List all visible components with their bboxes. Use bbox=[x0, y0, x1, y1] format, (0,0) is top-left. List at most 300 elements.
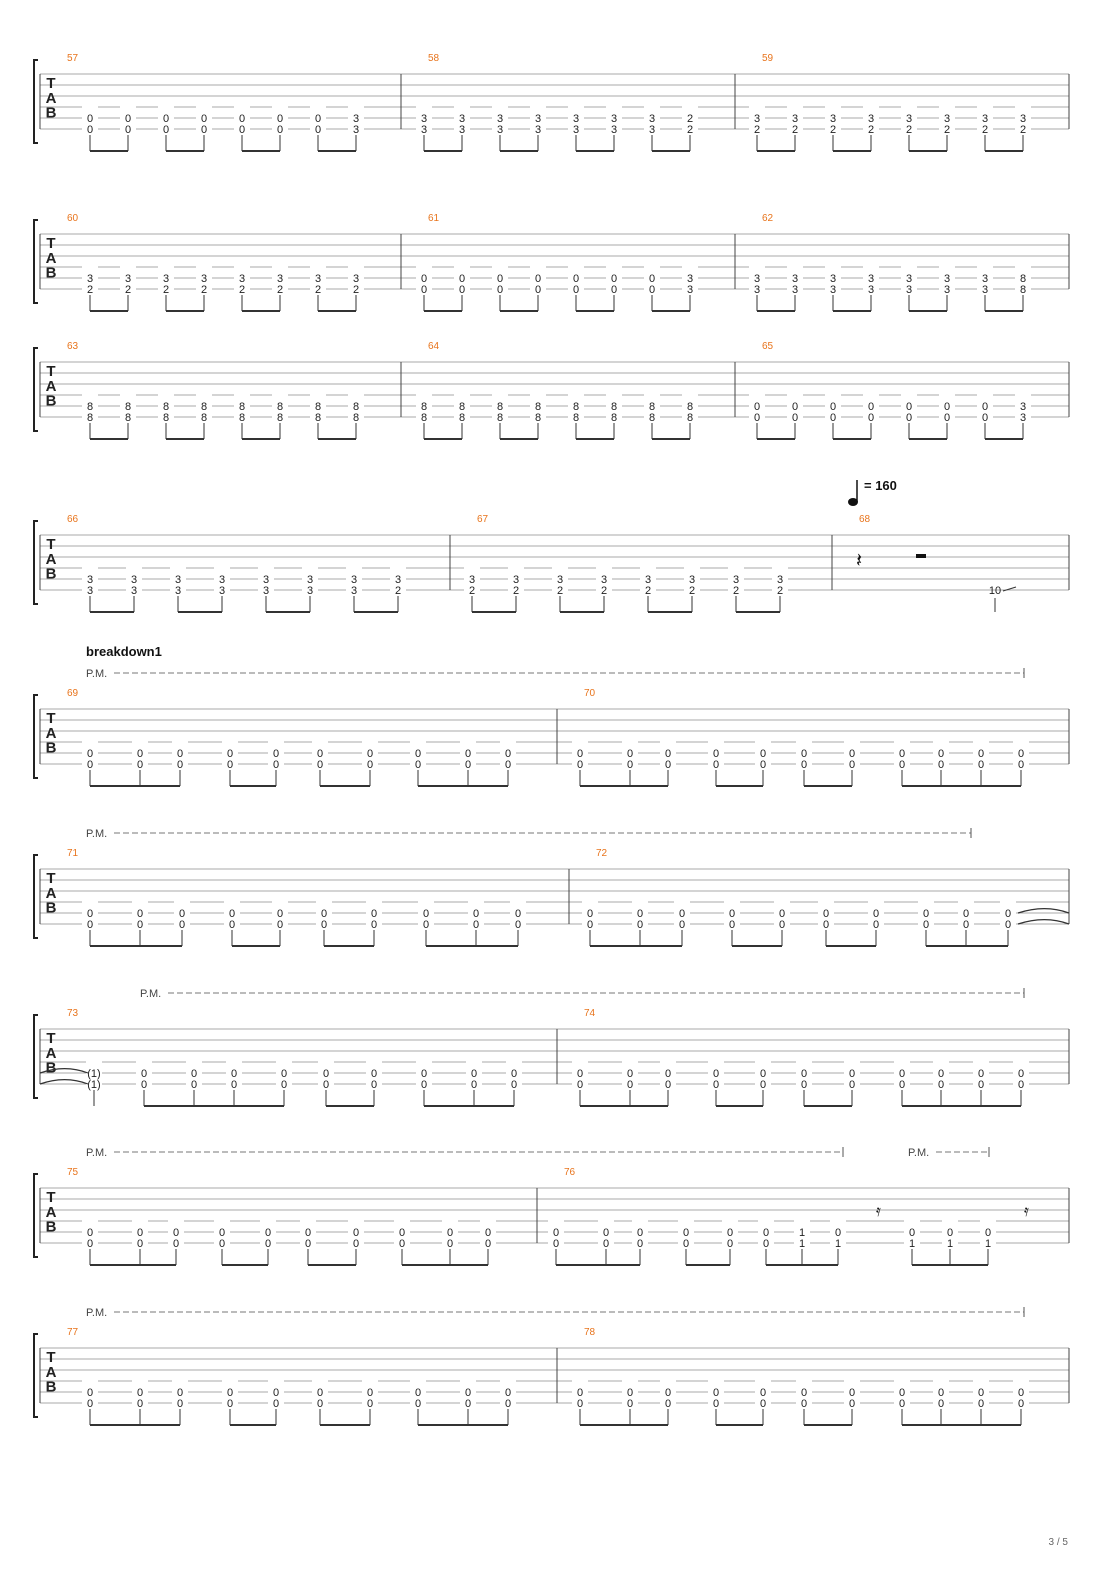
fret-number: 2 bbox=[86, 284, 94, 296]
fret-number: 0 bbox=[230, 1068, 238, 1080]
fret-number: 8 bbox=[276, 401, 284, 413]
fret-number: 3 bbox=[753, 273, 761, 285]
fret-number: 0 bbox=[678, 908, 686, 920]
fret-number: 2 bbox=[776, 585, 784, 597]
fret-number: 3 bbox=[276, 273, 284, 285]
fret-number: 0 bbox=[572, 273, 580, 285]
fret-number: 0 bbox=[800, 759, 808, 771]
tab-clef-letter: A bbox=[45, 249, 57, 267]
fret-number: 0 bbox=[276, 113, 284, 125]
fret-number: 3 bbox=[1019, 401, 1027, 413]
fret-number: 3 bbox=[420, 124, 428, 136]
fret-number: 0 bbox=[136, 748, 144, 760]
tab-clef-letter: B bbox=[45, 1059, 57, 1077]
fret-number: 0 bbox=[800, 1387, 808, 1399]
fret-number: 8 bbox=[420, 401, 428, 413]
fret-number: 0 bbox=[366, 748, 374, 760]
fret-number: 0 bbox=[872, 908, 880, 920]
fret-number: 0 bbox=[176, 1398, 184, 1410]
fret-number: 0 bbox=[162, 124, 170, 136]
fret-number: 0 bbox=[136, 1238, 144, 1250]
fret-number: 0 bbox=[136, 759, 144, 771]
fret-number: 0 bbox=[977, 748, 985, 760]
fret-number: 0 bbox=[937, 1068, 945, 1080]
fret-number: 0 bbox=[922, 908, 930, 920]
fret-number: 0 bbox=[778, 919, 786, 931]
fret-number: 1 bbox=[798, 1238, 806, 1250]
fret-number: 0 bbox=[264, 1227, 272, 1239]
fret-number: 3 bbox=[350, 585, 358, 597]
fret-number: 0 bbox=[762, 1227, 770, 1239]
system-bracket bbox=[34, 695, 38, 778]
fret-number: 0 bbox=[420, 284, 428, 296]
fret-number: 0 bbox=[370, 1079, 378, 1091]
fret-number: 0 bbox=[514, 908, 522, 920]
tab-clef-letter: A bbox=[45, 89, 57, 107]
fret-number: 3 bbox=[905, 284, 913, 296]
fret-number: 0 bbox=[648, 284, 656, 296]
system-bracket bbox=[34, 1334, 38, 1417]
fret-number: 2 bbox=[468, 585, 476, 597]
fret-number: 3 bbox=[350, 574, 358, 586]
fret-number: 0 bbox=[178, 908, 186, 920]
fret-number: 1 bbox=[984, 1238, 992, 1250]
fret-number: 0 bbox=[172, 1227, 180, 1239]
fret-number: 0 bbox=[464, 1398, 472, 1410]
fret-number: 0 bbox=[664, 759, 672, 771]
fret-number: 0 bbox=[759, 1387, 767, 1399]
fret-number: 0 bbox=[848, 748, 856, 760]
fret-number: 3 bbox=[218, 585, 226, 597]
fret-number: 0 bbox=[136, 919, 144, 931]
fret-number: 0 bbox=[136, 908, 144, 920]
fret-number: 0 bbox=[420, 1068, 428, 1080]
fret-number: 0 bbox=[446, 1227, 454, 1239]
fret-number: 0 bbox=[414, 759, 422, 771]
measure-number: 72 bbox=[596, 848, 608, 859]
measure-number: 77 bbox=[67, 1327, 79, 1338]
fret-number: 0 bbox=[238, 124, 246, 136]
fret-number: 3 bbox=[1019, 113, 1027, 125]
fret-number: 3 bbox=[130, 574, 138, 586]
measure-number: 59 bbox=[762, 53, 774, 64]
fret-number: 8 bbox=[534, 401, 542, 413]
fret-number: 2 bbox=[981, 124, 989, 136]
fret-number: 0 bbox=[422, 908, 430, 920]
fret-number: 3 bbox=[262, 574, 270, 586]
fret-number: 0 bbox=[200, 113, 208, 125]
fret-number: 0 bbox=[304, 1238, 312, 1250]
fret-number: 0 bbox=[762, 1238, 770, 1250]
fret-number: 3 bbox=[776, 574, 784, 586]
fret-number: 0 bbox=[320, 919, 328, 931]
fret-number: 0 bbox=[86, 1227, 94, 1239]
fret-number: 0 bbox=[314, 113, 322, 125]
fret-number: 2 bbox=[791, 124, 799, 136]
fret-number: 2 bbox=[162, 284, 170, 296]
fret-number: 0 bbox=[898, 1068, 906, 1080]
fret-number: 2 bbox=[276, 284, 284, 296]
fret-number: 0 bbox=[304, 1227, 312, 1239]
fret-number: 2 bbox=[600, 585, 608, 597]
fret-number: 0 bbox=[504, 759, 512, 771]
fret-number: 0 bbox=[136, 1398, 144, 1410]
fret-number: 3 bbox=[943, 273, 951, 285]
fret-number: 0 bbox=[759, 1079, 767, 1091]
fret-number: 0 bbox=[86, 1387, 94, 1399]
fret-number: 3 bbox=[753, 113, 761, 125]
fret-number: 2 bbox=[753, 124, 761, 136]
fret-number: 3 bbox=[458, 124, 466, 136]
fret-number: 3 bbox=[534, 124, 542, 136]
fret-number: 0 bbox=[472, 908, 480, 920]
fret-number: 3 bbox=[394, 574, 402, 586]
fret-number: (1) bbox=[87, 1068, 101, 1080]
fret-number: 3 bbox=[534, 113, 542, 125]
fret-number: 0 bbox=[759, 759, 767, 771]
measure-number: 76 bbox=[564, 1167, 576, 1178]
fret-number: 8 bbox=[276, 412, 284, 424]
fret-number: 3 bbox=[644, 574, 652, 586]
fret-number: 8 bbox=[610, 412, 618, 424]
tab-clef-letter: B bbox=[45, 565, 57, 583]
fret-number: 0 bbox=[484, 1227, 492, 1239]
fret-number: 8 bbox=[124, 412, 132, 424]
fret-number: 0 bbox=[576, 1387, 584, 1399]
fret-number: 0 bbox=[514, 919, 522, 931]
measure-number: 60 bbox=[67, 213, 79, 224]
fret-number: 0 bbox=[898, 1387, 906, 1399]
fret-number: 0 bbox=[1017, 1398, 1025, 1410]
fret-number: 3 bbox=[905, 273, 913, 285]
fret-number: 0 bbox=[728, 919, 736, 931]
fret-number: 0 bbox=[140, 1079, 148, 1091]
fret-number: 0 bbox=[178, 919, 186, 931]
fret-number: 3 bbox=[981, 273, 989, 285]
fret-number: 0 bbox=[726, 1227, 734, 1239]
fret-number: 0 bbox=[366, 1398, 374, 1410]
fret-number: 0 bbox=[398, 1227, 406, 1239]
measure-number: 64 bbox=[428, 341, 440, 352]
fret-number: 0 bbox=[352, 1227, 360, 1239]
fret-number: 0 bbox=[602, 1227, 610, 1239]
fret-number: 8 bbox=[238, 401, 246, 413]
fret-number: (1) bbox=[87, 1079, 101, 1091]
fret-number: 0 bbox=[176, 759, 184, 771]
fret-number: 0 bbox=[370, 908, 378, 920]
fret-number: 0 bbox=[276, 919, 284, 931]
fret-number: 3 bbox=[352, 113, 360, 125]
fret-number: 0 bbox=[446, 1238, 454, 1250]
fret-number: 0 bbox=[280, 1079, 288, 1091]
tab-clef-letter: B bbox=[45, 392, 57, 410]
fret-number: 0 bbox=[829, 401, 837, 413]
fret-number: 0 bbox=[226, 759, 234, 771]
fret-number: 0 bbox=[316, 748, 324, 760]
fret-number: 0 bbox=[610, 284, 618, 296]
fret-number: 0 bbox=[712, 1068, 720, 1080]
fret-number: 0 bbox=[86, 919, 94, 931]
fret-number: 8 bbox=[314, 412, 322, 424]
palm-mute-label: P.M. bbox=[86, 828, 108, 840]
sixteenth-rest: 𝄿 bbox=[876, 1203, 881, 1220]
tab-clef-letter: T bbox=[46, 1349, 56, 1366]
fret-number: 3 bbox=[648, 113, 656, 125]
fret-number: 3 bbox=[458, 113, 466, 125]
fret-number: 0 bbox=[678, 919, 686, 931]
fret-number: 0 bbox=[759, 748, 767, 760]
fret-number: 0 bbox=[420, 1079, 428, 1091]
measure-number: 70 bbox=[584, 688, 596, 699]
fret-number: 0 bbox=[552, 1238, 560, 1250]
fret-number: 0 bbox=[905, 401, 913, 413]
fret-number: 0 bbox=[664, 1079, 672, 1091]
fret-number: 0 bbox=[86, 748, 94, 760]
fret-number: 3 bbox=[218, 574, 226, 586]
fret-number: 0 bbox=[626, 1387, 634, 1399]
measure-number: 62 bbox=[762, 213, 774, 224]
fret-number: 3 bbox=[686, 273, 694, 285]
fret-number: 0 bbox=[977, 1068, 985, 1080]
fret-number: 0 bbox=[726, 1238, 734, 1250]
fret-number: 0 bbox=[136, 1227, 144, 1239]
system-bracket bbox=[34, 348, 38, 431]
fret-number: 0 bbox=[648, 273, 656, 285]
fret-number: 8 bbox=[124, 401, 132, 413]
tab-clef-letter: B bbox=[45, 104, 57, 122]
fret-number: 0 bbox=[86, 908, 94, 920]
fret-number: 3 bbox=[867, 284, 875, 296]
fret-number: 0 bbox=[834, 1227, 842, 1239]
fret-number: 0 bbox=[534, 284, 542, 296]
tab-clef-letter: T bbox=[46, 536, 56, 553]
tab-clef-letter: A bbox=[45, 377, 57, 395]
fret-number: 3 bbox=[686, 284, 694, 296]
fret-number: 0 bbox=[937, 1398, 945, 1410]
fret-number: 0 bbox=[414, 1398, 422, 1410]
page-number: 3 / 5 bbox=[1048, 1537, 1068, 1548]
fret-number: 0 bbox=[872, 919, 880, 931]
fret-number: 0 bbox=[162, 113, 170, 125]
fret-number: 0 bbox=[800, 748, 808, 760]
fret-number: 0 bbox=[848, 759, 856, 771]
tie-arc bbox=[40, 1080, 88, 1084]
fret-number: 0 bbox=[712, 1398, 720, 1410]
tab-clef-letter: A bbox=[45, 1044, 57, 1062]
fret-number: 0 bbox=[981, 401, 989, 413]
fret-number: 0 bbox=[946, 1227, 954, 1239]
fret-number: 0 bbox=[636, 1238, 644, 1250]
fret-number: 2 bbox=[644, 585, 652, 597]
fret-number: 3 bbox=[981, 284, 989, 296]
quarter-rest: 𝄽 bbox=[856, 550, 863, 572]
fret-number: 0 bbox=[937, 748, 945, 760]
fret-number: 0 bbox=[800, 1398, 808, 1410]
sixteenth-rest: 𝄿 bbox=[1024, 1203, 1029, 1220]
fret-number: 0 bbox=[977, 1387, 985, 1399]
fret-number: 0 bbox=[414, 1387, 422, 1399]
tab-clef-letter: A bbox=[45, 1363, 57, 1381]
fret-number: 0 bbox=[848, 1068, 856, 1080]
fret-number: 8 bbox=[1019, 273, 1027, 285]
fret-number: 0 bbox=[610, 273, 618, 285]
fret-number: 3 bbox=[610, 124, 618, 136]
fret-number: 3 bbox=[600, 574, 608, 586]
fret-number: 3 bbox=[829, 273, 837, 285]
fret-number: 0 bbox=[464, 1387, 472, 1399]
fret-number: 3 bbox=[352, 124, 360, 136]
fret-number: 0 bbox=[276, 124, 284, 136]
tab-clef-letter: A bbox=[45, 1203, 57, 1221]
fret-number: 2 bbox=[238, 284, 246, 296]
system-bracket bbox=[34, 521, 38, 604]
fret-number: 3 bbox=[496, 124, 504, 136]
tab-clef-letter: T bbox=[46, 870, 56, 887]
fret-number: 1 bbox=[908, 1238, 916, 1250]
fret-number: 3 bbox=[468, 574, 476, 586]
fret-number: 0 bbox=[470, 1079, 478, 1091]
tab-clef-letter: A bbox=[45, 550, 57, 568]
fret-number: 0 bbox=[504, 1398, 512, 1410]
measure-number: 65 bbox=[762, 341, 774, 352]
measure-number: 78 bbox=[584, 1327, 596, 1338]
fret-number: 0 bbox=[829, 412, 837, 424]
fret-number: 0 bbox=[712, 1079, 720, 1091]
fret-number: 0 bbox=[576, 748, 584, 760]
fret-number: 3 bbox=[86, 585, 94, 597]
fret-number: 0 bbox=[908, 1227, 916, 1239]
fret-number: 0 bbox=[272, 1387, 280, 1399]
fret-number: 0 bbox=[753, 412, 761, 424]
fret-number: 0 bbox=[190, 1068, 198, 1080]
fret-number: 8 bbox=[686, 401, 694, 413]
fret-number: 0 bbox=[572, 284, 580, 296]
fret-number: 0 bbox=[124, 113, 132, 125]
fret-number: 0 bbox=[626, 1068, 634, 1080]
fret-number: 0 bbox=[962, 908, 970, 920]
fret-number: 3 bbox=[162, 273, 170, 285]
fret-number: 8 bbox=[200, 412, 208, 424]
fret-number: 0 bbox=[316, 759, 324, 771]
fret-number: 0 bbox=[664, 1398, 672, 1410]
fret-number: 0 bbox=[848, 1387, 856, 1399]
fret-number: 0 bbox=[484, 1238, 492, 1250]
fret-number: 0 bbox=[937, 1079, 945, 1091]
tab-clef-letter: B bbox=[45, 899, 57, 917]
fret-number: 3 bbox=[306, 574, 314, 586]
fret-number: 0 bbox=[272, 759, 280, 771]
fret-number: 0 bbox=[552, 1227, 560, 1239]
fret-number: 0 bbox=[822, 919, 830, 931]
fret-number: 3 bbox=[130, 585, 138, 597]
fret-number: 2 bbox=[867, 124, 875, 136]
fret-number: 1 bbox=[946, 1238, 954, 1250]
fret-number: 0 bbox=[586, 919, 594, 931]
fret-number: 0 bbox=[1017, 1068, 1025, 1080]
system-bracket bbox=[34, 1015, 38, 1098]
fret-number: 3 bbox=[86, 574, 94, 586]
fret-number: 8 bbox=[458, 401, 466, 413]
fret-number: 0 bbox=[664, 748, 672, 760]
fret-number: 2 bbox=[943, 124, 951, 136]
fret-number: 3 bbox=[791, 273, 799, 285]
tab-clef-letter: T bbox=[46, 363, 56, 380]
fret-number: 3 bbox=[420, 113, 428, 125]
fret-number: 0 bbox=[172, 1238, 180, 1250]
fret-number: 8 bbox=[648, 412, 656, 424]
fret-number: 2 bbox=[124, 284, 132, 296]
fret-number: 0 bbox=[898, 1079, 906, 1091]
measure-number: 57 bbox=[67, 53, 79, 64]
fret-number: 0 bbox=[626, 1079, 634, 1091]
fret-number: 0 bbox=[977, 1398, 985, 1410]
tie-arc bbox=[1018, 909, 1069, 913]
measure-number: 58 bbox=[428, 53, 440, 64]
system-bracket bbox=[34, 1174, 38, 1257]
fret-number: 0 bbox=[576, 1398, 584, 1410]
measure-number: 63 bbox=[67, 341, 79, 352]
fret-number: 0 bbox=[470, 1068, 478, 1080]
fret-number: 0 bbox=[984, 1227, 992, 1239]
fret-number: 0 bbox=[272, 1398, 280, 1410]
fret-number: 10 bbox=[988, 585, 1002, 597]
fret-number: 0 bbox=[370, 1068, 378, 1080]
fret-number: 0 bbox=[86, 1238, 94, 1250]
fret-number: 3 bbox=[174, 585, 182, 597]
fret-number: 3 bbox=[572, 124, 580, 136]
tab-clef-letter: T bbox=[46, 75, 56, 92]
fret-number: 0 bbox=[905, 412, 913, 424]
fret-number: 0 bbox=[504, 748, 512, 760]
fret-number: 0 bbox=[586, 908, 594, 920]
fret-number: 8 bbox=[238, 412, 246, 424]
fret-number: 2 bbox=[512, 585, 520, 597]
fret-number: 0 bbox=[898, 748, 906, 760]
fret-number: 0 bbox=[228, 919, 236, 931]
fret-number: 3 bbox=[981, 113, 989, 125]
fret-number: 0 bbox=[682, 1227, 690, 1239]
fret-number: 8 bbox=[352, 412, 360, 424]
fret-number: 3 bbox=[306, 585, 314, 597]
palm-mute-label: P.M. bbox=[908, 1147, 930, 1159]
fret-number: 3 bbox=[512, 574, 520, 586]
fret-number: 0 bbox=[230, 1079, 238, 1091]
fret-number: 0 bbox=[218, 1227, 226, 1239]
fret-number: 0 bbox=[190, 1079, 198, 1091]
fret-number: 0 bbox=[272, 748, 280, 760]
measure-number: 61 bbox=[428, 213, 440, 224]
measure-number: 68 bbox=[859, 514, 871, 525]
fret-number: 0 bbox=[420, 273, 428, 285]
fret-number: 3 bbox=[556, 574, 564, 586]
fret-number: 2 bbox=[686, 124, 694, 136]
fret-number: 2 bbox=[829, 124, 837, 136]
fret-number: 8 bbox=[314, 401, 322, 413]
fret-number: 8 bbox=[496, 412, 504, 424]
fret-number: 2 bbox=[688, 585, 696, 597]
fret-number: 0 bbox=[316, 1387, 324, 1399]
fret-number: 3 bbox=[200, 273, 208, 285]
fret-number: 2 bbox=[732, 585, 740, 597]
fret-number: 0 bbox=[472, 919, 480, 931]
fret-number: 8 bbox=[200, 401, 208, 413]
fret-number: 0 bbox=[414, 748, 422, 760]
measure-number: 69 bbox=[67, 688, 79, 699]
fret-number: 0 bbox=[867, 412, 875, 424]
fret-number: 0 bbox=[1004, 908, 1012, 920]
fret-number: 8 bbox=[648, 401, 656, 413]
fret-number: 0 bbox=[977, 759, 985, 771]
